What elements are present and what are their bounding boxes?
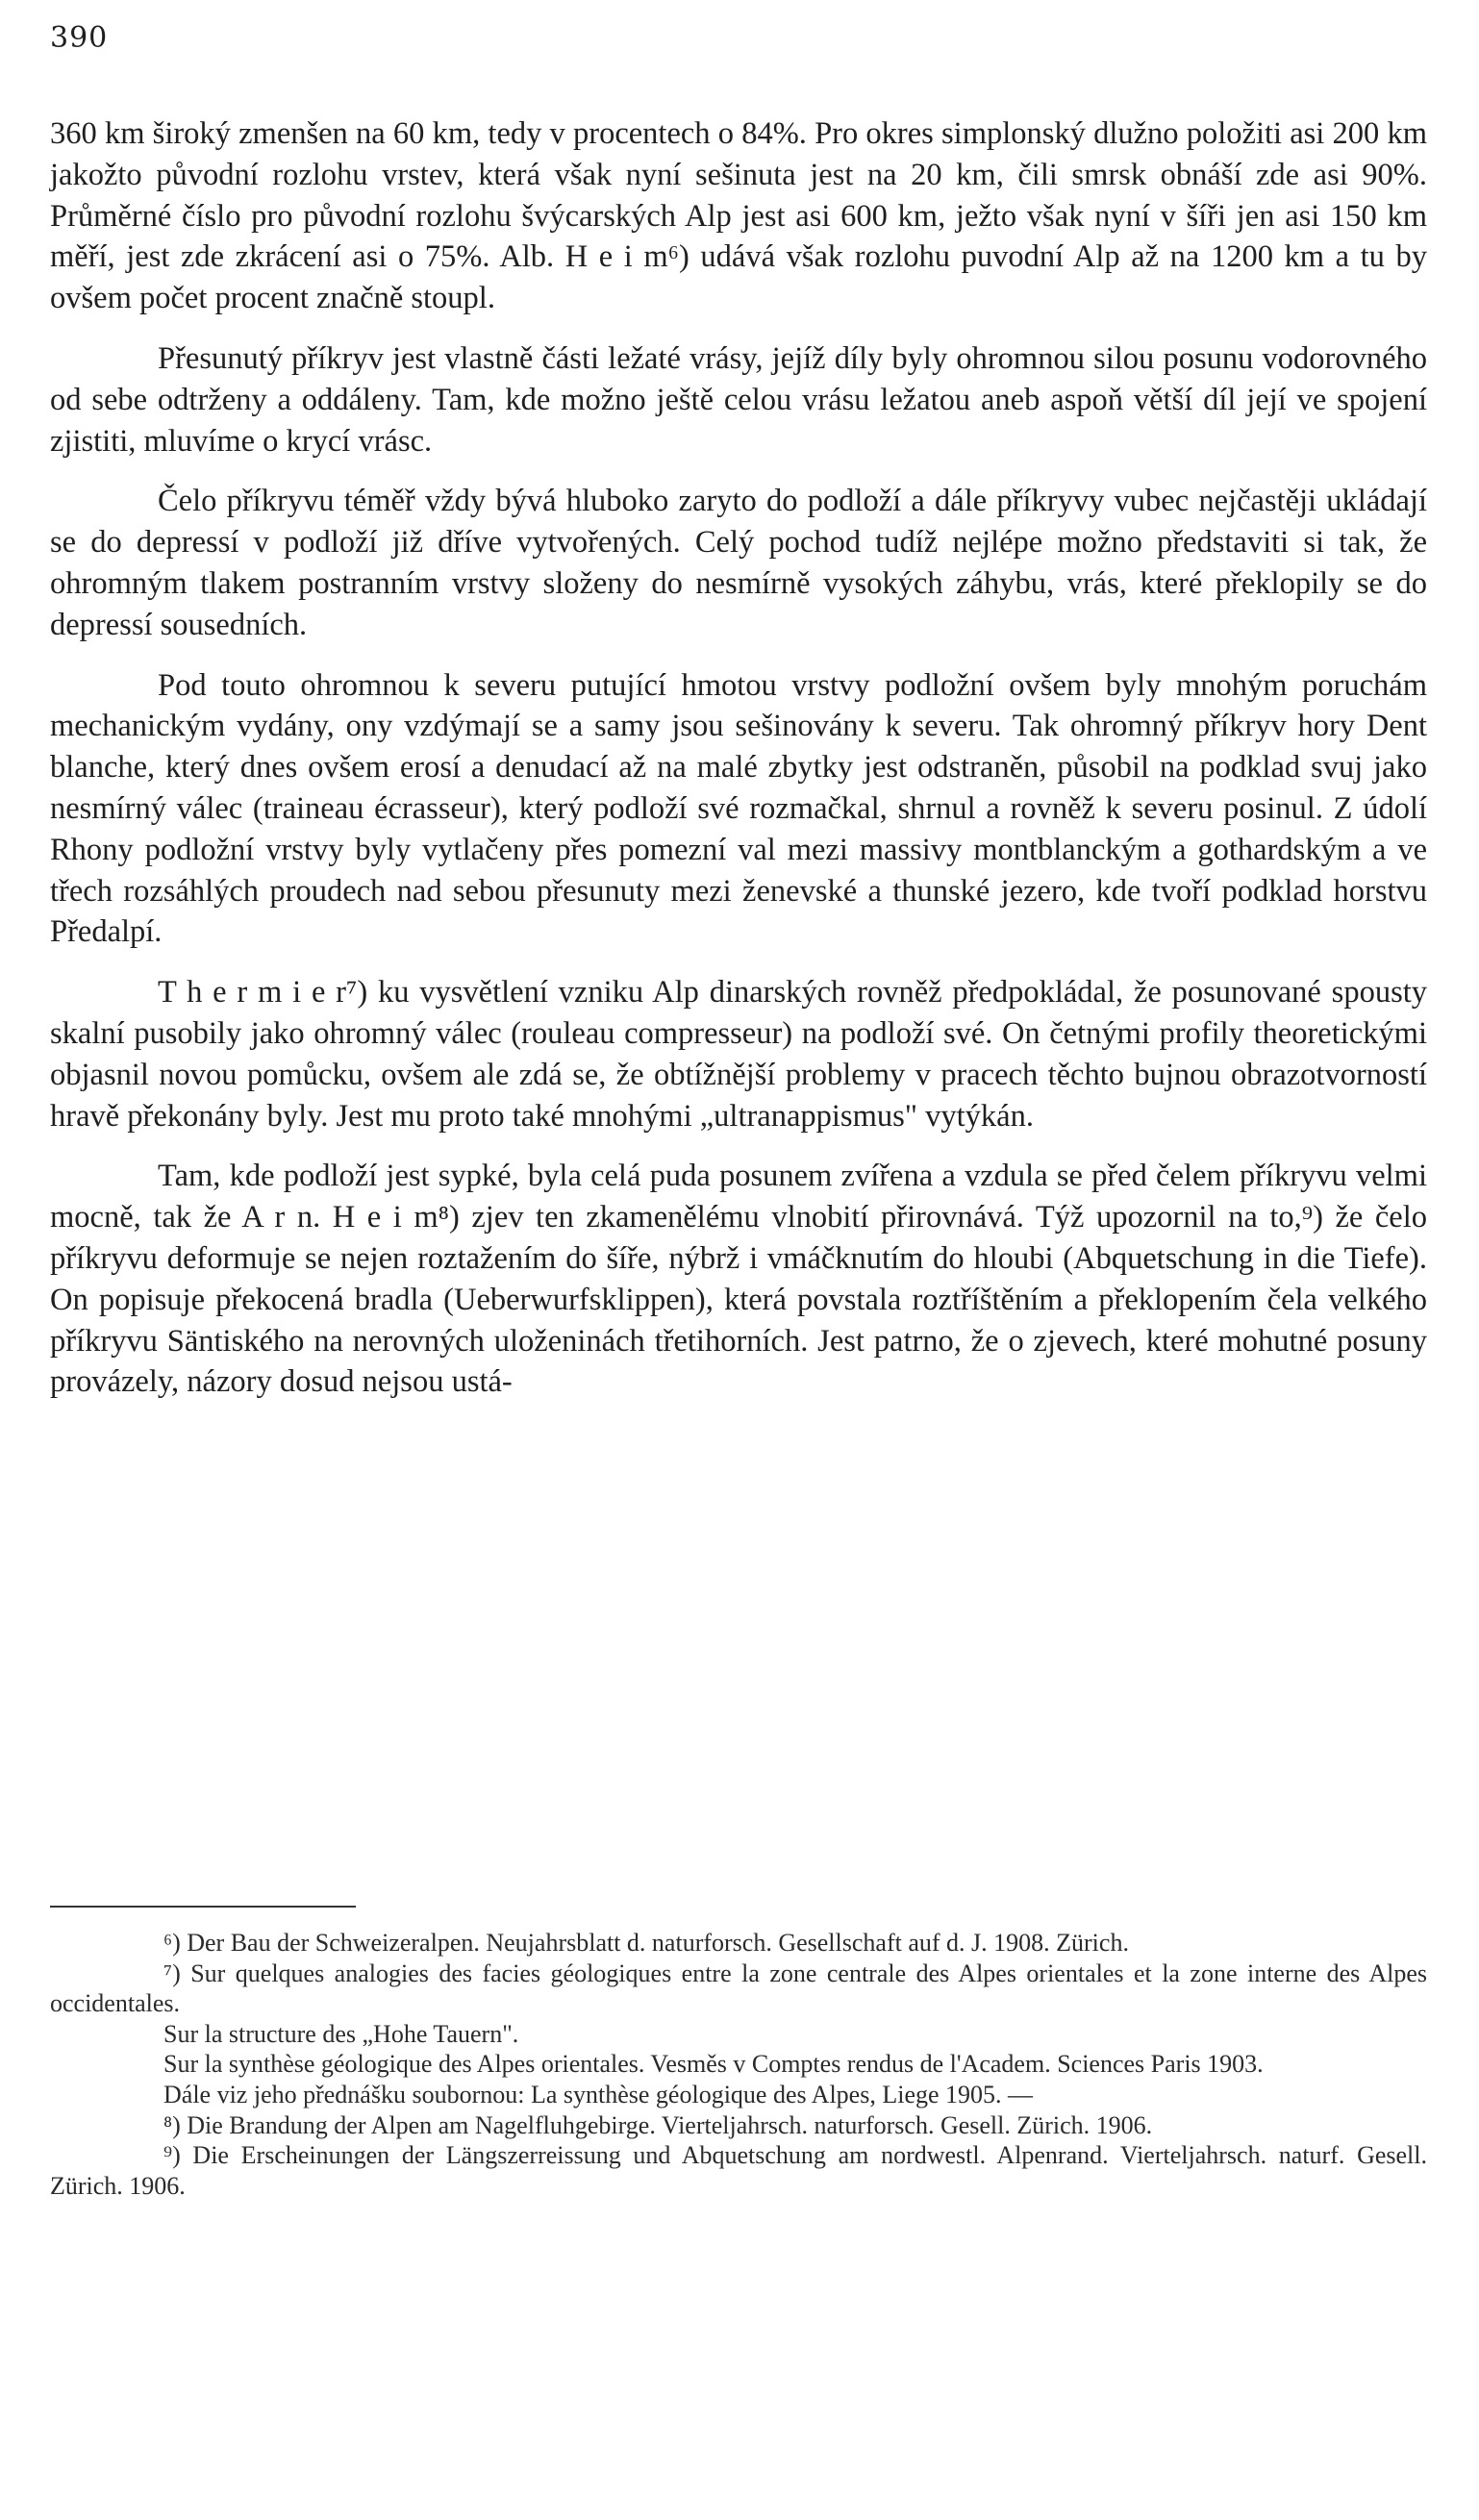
- footnote: Dále viz jeho přednášku soubornou: La synthèse géologique des Alpes, Liege 1905. —: [163, 2080, 1034, 2108]
- footnote: Sur la synthèse géologique des Alpes orientales. Vesměs v Comptes rendus de l'Academ. Sciences Paris 1903.: [163, 2050, 1264, 2079]
- body-text: [50, 113, 1427, 1422]
- footnote: Sur la structure des „Hohe Tauern".: [163, 2019, 519, 2048]
- paragraph: Čelo příkryvu téměř vždy bývá hluboko zaryto do podloží a dále příkryvy vubec nejčastěji ukládají se do depressí v podloží již dříve vytvořených. Celý pochod tudíž nejlépe možno představiti si tak, že ohromným tlakem postranním vrstvy složeny do nesmírně vysokých záhybu, vrás, které překlopily se do depressí sousedních.: [50, 484, 1427, 642]
- footnote: ⁸) Die Brandung der Alpen am Nagelfluhgebirge. Vierteljahrsch. naturforsch. Gesell. Zürich. 1906.: [163, 2110, 1153, 2139]
- footnote-divider: [50, 1906, 356, 1908]
- paragraph: Tam, kde podloží jest sypké, byla celá puda posunem zvířena a vzdula se před čelem příkryvu velmi mocně, tak že A r n. H e i m⁸) zjev ten zkamenělému vlnobití přirovnává. Týž upozornil na to,⁹) že čelo příkryvu deformuje se nejen roztažením do šíře, nýbrž i vmáčknutím do hloubi (Abquetschung in die Tiefe). On popisuje překocená bradla (Ueberwurfsklippen), která povstala roztříštěním a překlopením čela velkého příkryvu Säntiského na nerovných uloženinách třetihorních. Jest patrno, že o zjevech, které mohutné posuny provázely, názory dosud nejsou ustá-: [50, 1159, 1427, 1400]
- paragraph: T h e r m i e r⁷) ku vysvětlení vzniku Alp dinarských rovněž předpokládal, že posunované spousty skalní pusobily jako ohromný válec (rouleau compresseur) na podloží své. On četnými profily theoretickými objasnil novou pomůcku, ovšem ale zdá se, že obtížnější problemy v pracech těchto bujnou obrazotvorností hravě překonány byly. Jest mu proto také mnohými „ultranappismus" vytýkán.: [50, 975, 1427, 1134]
- paragraph: Přesunutý příkryv jest vlastně části ležaté vrásy, jejíž díly byly ohromnou silou posunu vodorovného od sebe odtrženy a oddáleny. Tam, kde možno ještě celou vrásu ležatou aneb aspoň větší díl její ve spojení zjistiti, mluvíme o krycí vrásc.: [50, 340, 1427, 459]
- footnote: ⁷) Sur quelques analogies des facies géologiques entre la zone centrale des Alpes orientales et la zone interne des Alpes occidentales.: [50, 1959, 1427, 2018]
- page-number: 390: [50, 21, 109, 55]
- paragraph: Pod touto ohromnou k severu putující hmotou vrstvy podložní ovšem byly mnohým poruchám mechanickým vydány, ony vzdýmají se a samy jsou sešinovány k severu. Tak ohromný příkryv hory Dent blanche, který dnes ovšem erosí a denudací až na malé zbytky jest odstraněn, působil na podklad svuj jako nesmírný válec (traineau écrasseur), který podloží své rozmačkal, shrnul a rovněž k severu posinul. Z údolí Rhony podložní vrstvy byly vytlačeny přes pomezní val mezi massivy montblanckým a gothardským a ve třech rozsáhlých proudech nad sebou přesunuty mezi ženevské a thunské jezero, kde tvoří podklad horstvu Předalpí.: [50, 667, 1427, 950]
- footnote: ⁶) Der Bau der Schweizeralpen. Neujahrsblatt d. naturforsch. Gesellschaft auf d. J. 1908. Zürich.: [163, 1929, 1129, 1957]
- footnotes: [50, 1928, 1427, 2201]
- footnote: ⁹) Die Erscheinungen der Längszerreissung und Abquetschung am nordwestl. Alpenrand. Vierteljahrsch. naturf. Gesell. Zürich. 1906.: [50, 2141, 1427, 2200]
- paragraph: 360 km široký zmenšen na 60 km, tedy v procentech o 84%. Pro okres simplonský dlužno položiti asi 200 km jakožto původní rozlohu vrstev, která však nyní sešinuta jest na 20 km, čili smrsk obnáší zde asi 90%. Průměrné číslo pro původní rozlohu švýcarských Alp jest asi 600 km, ježto však nyní v šíři jen asi 150 km měří, jest zde zkrácení asi o 75%. Alb. H e i m⁶) udává však rozlohu puvodní Alp až na 1200 km a tu by ovšem počet procent značně stoupl.: [50, 116, 1427, 316]
